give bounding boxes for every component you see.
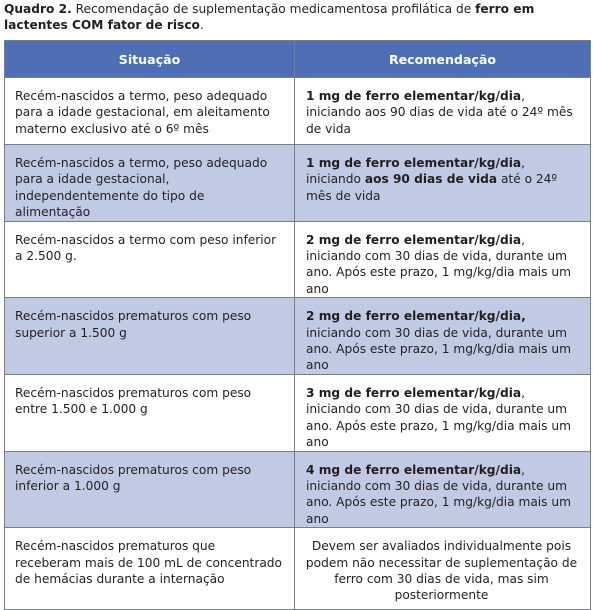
dose-text: 1 mg de ferro elementar/kg/dia xyxy=(306,89,522,103)
table-row xyxy=(5,451,591,528)
table-row xyxy=(5,528,591,610)
recomendacao-text: , iniciando aos 90 dias de vida até o 24º mês de vida xyxy=(306,89,573,136)
dose-text: 3 mg de ferro elementar/kg/dia xyxy=(306,385,522,400)
header-row xyxy=(5,41,591,78)
caption-end: . xyxy=(199,18,204,32)
recomendacao-cell xyxy=(295,451,591,528)
recomendacao-text: , iniciando com 30 dias de vida, durante um ano. Após este prazo, 1 mg/kg/dia mais um ano xyxy=(306,385,572,450)
table-caption xyxy=(4,1,589,33)
table-row xyxy=(5,374,591,451)
dose-text: 2 mg de ferro elementar/kg/dia, xyxy=(306,309,526,324)
recomendacao-text: até o 24º mês de vida xyxy=(306,172,558,203)
situacao-cell: Recém-nascidos prematuros com peso inferior a 1.000 g xyxy=(5,451,295,528)
dose-text: 1 mg de ferro elementar/kg/dia xyxy=(306,156,522,170)
recomendacao-cell: Devem ser avaliados individualmente pois podem não necessitar de suplementação de ferro com 30 dias de vida, mas sim posteriormente xyxy=(295,528,591,610)
caption-text: Recomendação de suplementação medicamentosa profilática de xyxy=(71,2,476,16)
recomendacao-text: , iniciando com 30 dias de vida, durante um ano. Após este prazo, 1 mg/kg/dia mais um ano xyxy=(306,232,572,296)
recomendacao-cell xyxy=(295,78,591,145)
iron-supplementation-table xyxy=(4,40,591,610)
recomendacao-text: , iniciando com 30 dias de vida, durante um ano. Após este prazo, 1 mg/kg/dia mais um ano xyxy=(306,462,572,526)
recomendacao-cell xyxy=(295,298,591,375)
header-situacao: Situação xyxy=(5,41,295,78)
recomendacao-cell xyxy=(295,221,591,298)
recomendacao-cell xyxy=(295,374,591,451)
table-row xyxy=(5,298,591,375)
recomendacao-text: , iniciando xyxy=(306,156,525,187)
dose-text: 2 mg de ferro elementar/kg/dia xyxy=(306,232,522,247)
caption-label: Quadro 2. xyxy=(4,2,72,16)
situacao-cell: Recém-nascidos prematuros com peso superior a 1.500 g xyxy=(5,298,295,375)
caption-bold-text: ferro em lactentes COM fator de risco xyxy=(4,2,535,32)
table-row xyxy=(5,145,591,222)
situacao-cell: Recém-nascidos prematuros com peso entre 1.500 e 1.000 g xyxy=(5,374,295,451)
situacao-cell: Recém-nascidos a termo, peso adequado para a idade gestacional, independentemente do tipo de alimentação xyxy=(5,145,295,222)
table-row xyxy=(5,78,591,145)
header-recomendacao: Recomendação xyxy=(295,41,591,78)
situacao-cell: Recém-nascidos prematuros que receberam mais de 100 mL de concentrado de hemácias durante a internação xyxy=(5,528,295,610)
situacao-cell: Recém-nascidos a termo com peso inferior a 2.500 g. xyxy=(5,221,295,298)
recomendacao-text: iniciando com 30 dias de vida, durante um ano. Após este prazo, 1 mg/kg/dia mais um ano xyxy=(306,325,572,373)
situacao-cell: Recém-nascidos a termo, peso adequado para a idade gestacional, em aleitamento materno exclusivo até o 6º mês xyxy=(5,78,295,145)
table-row xyxy=(5,221,591,298)
recomendacao-cell xyxy=(295,145,591,222)
start-age-text: aos 90 dias de vida xyxy=(364,172,498,187)
dose-text: 4 mg de ferro elementar/kg/dia xyxy=(306,462,522,477)
